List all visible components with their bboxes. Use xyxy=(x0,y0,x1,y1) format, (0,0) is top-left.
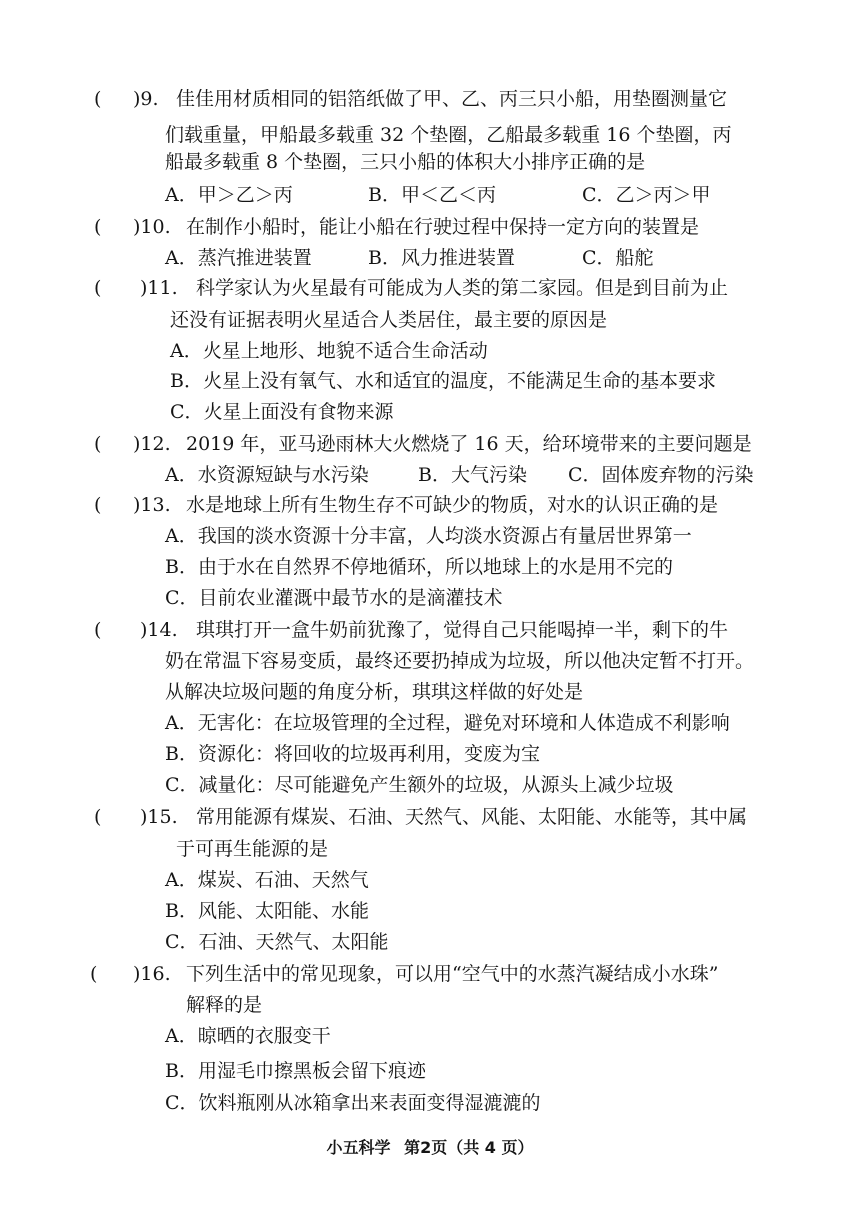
question-text-line: 船最多载重 8 个垫圈，三只小船的体积大小排序正确的是 xyxy=(165,151,646,173)
option-b[interactable]: B．用湿毛巾擦黑板会留下痕迹 xyxy=(165,1060,426,1082)
answer-paren[interactable]: ( xyxy=(94,619,102,641)
option-b[interactable]: B．由于水在自然界不停地循环，所以地球上的水是用不完的 xyxy=(165,556,673,578)
page-footer xyxy=(0,1136,860,1160)
option-b[interactable]: B．甲＜乙＜丙 xyxy=(368,184,496,206)
question-text-line: 奶在常温下容易变质，最终还要扔掉成为垃圾，所以他决定暂不打开。 xyxy=(165,650,755,672)
question-number: )10. xyxy=(133,216,171,238)
option-b[interactable]: B．资源化：将回收的垃圾再利用，变废为宝 xyxy=(165,743,540,765)
question-number: )14. xyxy=(140,619,178,641)
question-text-line: 佳佳用材质相同的铝箔纸做了甲、乙、丙三只小船，用垫圈测量它 xyxy=(176,88,728,110)
option-a[interactable]: A．无害化：在垃圾管理的全过程，避免对环境和人体造成不利影响 xyxy=(165,712,730,734)
option-b[interactable]: B．大气污染 xyxy=(418,464,527,486)
option-a[interactable]: A．晾晒的衣服变干 xyxy=(165,1025,331,1047)
question-text-line: 在制作小船时，能让小船在行驶过程中保持一定方向的装置是 xyxy=(186,216,700,238)
question-text-line: 还没有证据表明火星适合人类居住，最主要的原因是 xyxy=(170,309,608,331)
option-b[interactable]: B．风能、太阳能、水能 xyxy=(165,900,369,922)
answer-paren[interactable]: ( xyxy=(94,88,102,110)
option-c[interactable]: C．石油、天然气、太阳能 xyxy=(165,931,389,953)
footer-page-number: 第2页（共 4 页） xyxy=(404,1138,534,1157)
option-c[interactable]: C．目前农业灌溉中最节水的是滴灌技术 xyxy=(165,587,503,609)
question-text-line: 们载重量，甲船最多载重 32 个垫圈，乙船最多载重 16 个垫圈，丙 xyxy=(165,124,732,146)
question-text-line: 从解决垃圾问题的角度分析，琪琪这样做的好处是 xyxy=(165,681,584,703)
question-text-line: 解释的是 xyxy=(186,994,263,1016)
question-number: )9. xyxy=(133,88,159,110)
option-b[interactable]: B．火星上没有氧气、水和适宜的温度，不能满足生命的基本要求 xyxy=(170,370,716,392)
question-text-line: 常用能源有煤炭、石油、天然气、风能、太阳能、水能等，其中属 xyxy=(196,806,748,828)
option-c[interactable]: C．固体废弃物的污染 xyxy=(568,464,754,486)
answer-paren[interactable]: ( xyxy=(94,433,102,455)
option-b[interactable]: B．风力推进装置 xyxy=(368,247,515,269)
question-text-line: 水是地球上所有生物生存不可缺少的物质，对水的认识正确的是 xyxy=(186,494,719,516)
option-c[interactable]: C．乙＞丙＞甲 xyxy=(582,184,711,206)
footer-subject: 小五科学 xyxy=(326,1138,391,1157)
answer-paren[interactable]: ( xyxy=(94,216,102,238)
question-text-line: 琪琪打开一盒牛奶前犹豫了，觉得自己只能喝掉一半，剩下的牛 xyxy=(196,619,729,641)
question-number: )13. xyxy=(133,494,171,516)
option-a[interactable]: A．煤炭、石油、天然气 xyxy=(165,869,369,891)
option-a[interactable]: A．甲＞乙＞丙 xyxy=(165,184,293,206)
option-a[interactable]: A．火星上地形、地貌不适合生命活动 xyxy=(170,340,488,362)
option-c[interactable]: C．饮料瓶刚从冰箱拿出来表面变得湿漉漉的 xyxy=(165,1092,541,1114)
question-text-line: 2019 年，亚马逊雨林大火燃烧了 16 天，给环境带来的主要问题是 xyxy=(186,433,752,455)
question-number: )16. xyxy=(133,963,171,985)
option-a[interactable]: A．蒸汽推进装置 xyxy=(165,247,312,269)
answer-paren[interactable]: ( xyxy=(94,806,102,828)
option-a[interactable]: A．水资源短缺与水污染 xyxy=(165,464,369,486)
question-text-line: 于可再生能源的是 xyxy=(176,838,329,860)
question-text-line: 科学家认为火星最有可能成为人类的第二家园。但是到目前为止 xyxy=(196,277,729,299)
answer-paren[interactable]: ( xyxy=(94,494,102,516)
question-number: )11. xyxy=(140,277,178,299)
option-c[interactable]: C．减量化：尽可能避免产生额外的垃圾，从源头上减少垃圾 xyxy=(165,774,674,796)
answer-paren[interactable]: ( xyxy=(94,277,102,299)
question-text-line: 下列生活中的常见现象，可以用“空气中的水蒸汽凝结成小水珠” xyxy=(186,963,719,985)
option-c[interactable]: C．船舵 xyxy=(582,247,654,269)
option-a[interactable]: A．我国的淡水资源十分丰富，人均淡水资源占有量居世界第一 xyxy=(165,525,692,547)
option-c[interactable]: C．火星上面没有食物来源 xyxy=(170,401,394,423)
question-number: )12. xyxy=(133,433,171,455)
question-number: )15. xyxy=(140,806,178,828)
answer-paren[interactable]: ( xyxy=(90,963,98,985)
